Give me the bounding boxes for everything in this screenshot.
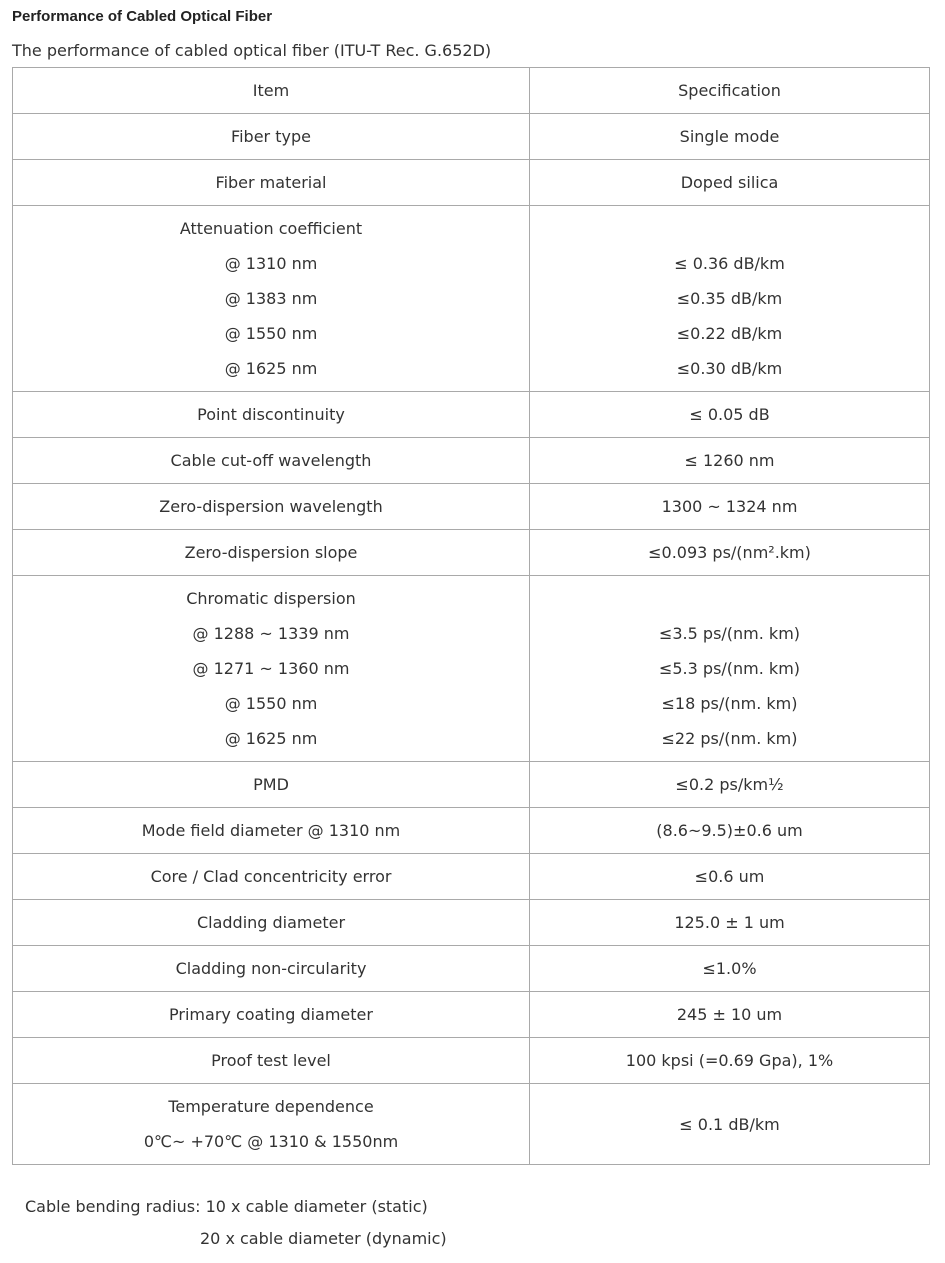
row-item: PMD [13, 762, 530, 808]
row-item: Proof test level [13, 1038, 530, 1084]
bending-radius-static: Cable bending radius: 10 x cable diameter (static) [25, 1197, 428, 1216]
row-spec: ≤0.093 ps/(nm².km) [530, 530, 930, 576]
table-row [13, 576, 930, 762]
row-item-sub: @ 1625 nm [224, 359, 318, 378]
row-spec: ≤ 0.05 dB [530, 392, 930, 438]
table-row [13, 900, 930, 946]
row-item-sub: @ 1310 nm [224, 254, 318, 273]
row-item [13, 1084, 530, 1165]
row-spec: ≤0.6 um [530, 854, 930, 900]
row-item: Core / Clad concentricity error [13, 854, 530, 900]
row-item: Fiber material [13, 160, 530, 206]
row-spec-spacer [538, 211, 921, 246]
table-row [13, 160, 930, 206]
row-spec-value: ≤ 0.36 dB/km [674, 254, 785, 273]
table-row [13, 206, 930, 392]
row-item-sub: @ 1550 nm [224, 324, 318, 343]
table-row [13, 392, 930, 438]
row-spec-value: ≤3.5 ps/(nm. km) [658, 624, 801, 643]
row-spec-value: ≤0.35 dB/km [676, 289, 783, 308]
spec-table [12, 67, 930, 1165]
row-item: Point discontinuity [13, 392, 530, 438]
row-item-sub: @ 1383 nm [224, 289, 318, 308]
row-item: Primary coating diameter [13, 992, 530, 1038]
row-item: Cladding non-circularity [13, 946, 530, 992]
table-row [13, 484, 930, 530]
table-row [13, 854, 930, 900]
row-spec: ≤0.2 ps/km½ [530, 762, 930, 808]
row-spec: (8.6~9.5)±0.6 um [530, 808, 930, 854]
row-spec: 125.0 ± 1 um [530, 900, 930, 946]
row-spec: Single mode [530, 114, 930, 160]
row-item: Cladding diameter [13, 900, 530, 946]
row-spec-spacer [538, 581, 921, 616]
row-spec: ≤1.0% [530, 946, 930, 992]
header-spec: Specification [530, 68, 930, 114]
row-item-label: Chromatic dispersion [186, 589, 356, 608]
row-spec-value: ≤0.22 dB/km [676, 324, 783, 343]
row-spec: 245 ± 10 um [530, 992, 930, 1038]
row-spec: ≤ 0.1 dB/km [530, 1084, 930, 1165]
row-item-label: Temperature dependence [168, 1097, 374, 1116]
row-item: Cable cut-off wavelength [13, 438, 530, 484]
bending-radius-dynamic: 20 x cable diameter (dynamic) [200, 1229, 447, 1248]
table-row [13, 992, 930, 1038]
row-item-sub: @ 1288 ~ 1339 nm [192, 624, 350, 643]
row-item-sub: @ 1625 nm [224, 729, 318, 748]
row-item-label: Attenuation coefficient [179, 219, 363, 238]
bending-radius-note [25, 1191, 447, 1255]
page-title: Performance of Cabled Optical Fiber [12, 8, 273, 25]
row-spec-value: ≤5.3 ps/(nm. km) [658, 659, 801, 678]
row-item: Zero-dispersion slope [13, 530, 530, 576]
row-item-sub: @ 1550 nm [224, 694, 318, 713]
row-spec-value: ≤18 ps/(nm. km) [661, 694, 798, 713]
table-row [13, 438, 930, 484]
row-spec [530, 576, 930, 762]
row-item-sub: 0℃~ +70℃ @ 1310 & 1550nm [143, 1132, 399, 1151]
table-row [13, 1084, 930, 1165]
table-row [13, 114, 930, 160]
row-item-sub: @ 1271 ~ 1360 nm [192, 659, 350, 678]
row-spec: Doped silica [530, 160, 930, 206]
table-row [13, 1038, 930, 1084]
row-spec: ≤ 1260 nm [530, 438, 930, 484]
row-item [13, 576, 530, 762]
row-item: Fiber type [13, 114, 530, 160]
table-row [13, 808, 930, 854]
row-item: Zero-dispersion wavelength [13, 484, 530, 530]
table-row [13, 762, 930, 808]
table-row [13, 946, 930, 992]
row-item: Mode field diameter @ 1310 nm [13, 808, 530, 854]
row-spec-value: ≤0.30 dB/km [676, 359, 783, 378]
row-spec-value: ≤22 ps/(nm. km) [661, 729, 798, 748]
row-spec [530, 206, 930, 392]
row-spec: 1300 ~ 1324 nm [530, 484, 930, 530]
row-item [13, 206, 530, 392]
table-row [13, 530, 930, 576]
header-item: Item [13, 68, 530, 114]
table-header-row [13, 68, 930, 114]
table-subtitle: The performance of cabled optical fiber (ITU-T Rec. G.652D) [12, 41, 492, 60]
row-spec: 100 kpsi (=0.69 Gpa), 1% [530, 1038, 930, 1084]
